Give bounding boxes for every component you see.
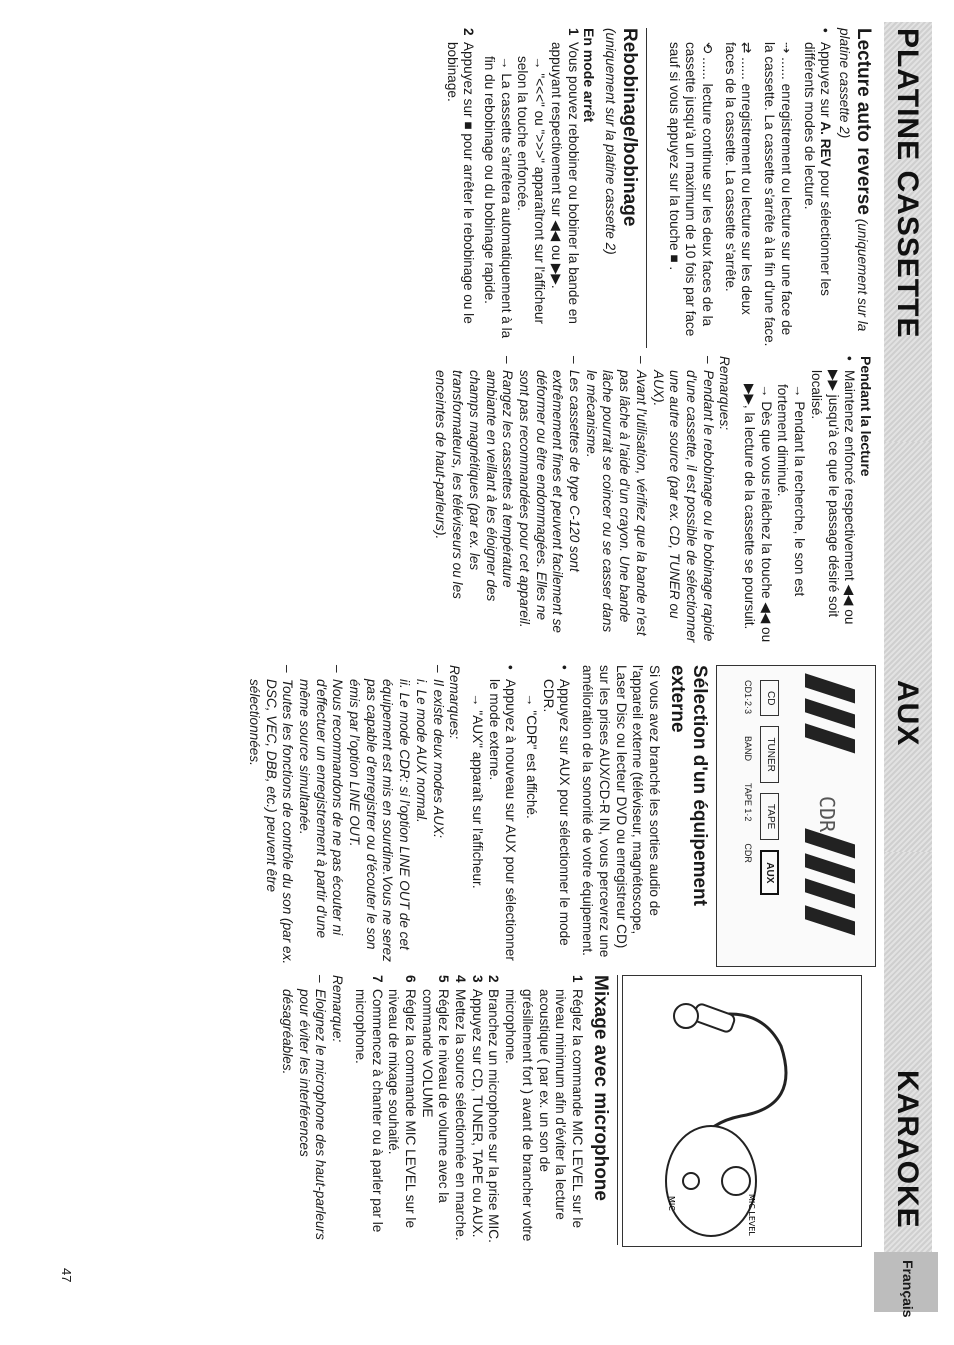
mode-two-sides-icon: ⇄: [739, 42, 755, 54]
playback-bullet: Maintenez enfoncé respectivement ◀◀ ou ▶▶ jusqu'à ce que le passage désiré soit localisé.: [808, 370, 858, 625]
sub-label-tape12: TAPE 1·2: [743, 783, 753, 822]
sub-label-cdr: CDR: [743, 843, 753, 863]
mode-continuous-icon: ⟲: [700, 42, 716, 54]
section-band-aux: [884, 442, 932, 852]
karaoke-step-1: Réglez la commande MIC LEVEL sur le niveau minimum afin d'éviter la lecture acoustique ( par ex. un son de grésillement fort ) avant de brancher votre microphone.: [503, 989, 585, 1242]
panel-label-mic-level: MIC LEVEL: [747, 1194, 756, 1236]
sub-label-band: BAND: [743, 736, 753, 762]
aux-remark-1-i: i. Le mode AUX normal.: [413, 679, 429, 823]
language-tab-label: Français: [900, 1260, 916, 1318]
source-label-tuner: TUNER: [760, 726, 779, 782]
page-number: 47: [59, 1268, 74, 1283]
aux-column: Sélection d'un équipement externe Si vous avez branché les sorties audio de l'appareil externe (téléviseur, magnétoscope, Laser Disc ou lecteur DVD ou enregistreur CD) sur les prises AUX/CD-R IN, vous percevrez une amélioration de la sonorité de votre équipement. •Appuyez sur AUX pour sélectionner le mode CDR. → "CDR" est affiché. •Appuyez à nouveau sur AUX pour sélectionner le mode externe. → "AUX" apparaît sur l'afficheur. Remarques: –Il existe deux modes AUX: i. Le mode AUX normal. ii. Le mode CDR: si l'option LINE OUT de cet équipement est mis en sourdine.Vous ne serez pas capable d'enregistrer ou d'écouter le son émis par l'option LINE OUT. –Nous recommandons de ne pas écouter ni d'effectuer un enregistrement à partir d'une même source simultanée. –Toutes les fonctions de contrôle du son (par ex. DSC, VEC, DBB, etc.) peuvent être sélectionnées.: [246, 665, 710, 965]
source-label-aux: AUX: [760, 850, 779, 895]
reverse-title-note: (uniquement sur la platine cassette 2): [837, 28, 870, 332]
section-title-aux: AUX: [891, 680, 924, 747]
cassette-remark-4: Rangez les cassettes à température ambiante en veillant à les éloigner des champs magnétiques (par ex. les transformateurs, les téléviseurs ou les enceintes de haut-parleurs).: [433, 370, 516, 602]
aux-remark-1: Il existe deux modes AUX:: [430, 679, 446, 838]
reverse-bullet-text-2: pour sélectionner les différents modes de lecture.: [801, 42, 834, 296]
karaoke-remark: Eloignez le microphone des haut-parleurs pour éviter les interférences désagréables.: [280, 989, 329, 1240]
display-center-text: CDR: [815, 796, 839, 833]
rewind-note: (uniquement sur la platine cassette 2): [602, 28, 618, 255]
karaoke-column: Mixage avec microphone 1Réglez la commande MIC LEVEL sur le niveau minimum afin d'éviter la lecture acoustique ( par ex. un son de grésillement fort ) avant de brancher votre microphone. 2Branchez un microphone sur la prise MIC. 3Appuyez sur CD, TUNER, TAPE ou AUX. 4Mettez la source sélectionnée en marche. 5Réglez le niveau de volume avec la commande VOLUME 6Réglez la commande MIC LEVEL sur le niveau de mixage souhaité. 7Commencez à chanter ou à parler par le microphone. Remarque: –Eloignez le microphone des haut-parleurs pour éviter les interférences désagréables.: [278, 975, 618, 1245]
language-tab: [874, 1252, 938, 1318]
source-label-cd: CD: [760, 680, 779, 716]
panel-label-mic: MIC: [667, 1196, 676, 1211]
aux-bullet-2: Appuyez à nouveau sur AUX pour sélectionner le mode externe.: [486, 679, 519, 961]
section-title-cassette: PLATINE CASSETTE: [891, 28, 924, 339]
aux-bullet-1: Appuyez sur AUX pour sélectionner le mode CDR.: [540, 679, 573, 946]
microphone-illustration: [622, 975, 862, 1247]
mode-continuous-text: lecture continue sur les deux faces de la cassette jusqu'à un maximum de 10 fois par face sauf si vous appuyez sur la touche ■ .: [666, 42, 716, 337]
aux-display-illustration: [716, 665, 876, 967]
stop-mode-heading: En mode arrêt: [581, 28, 598, 123]
aux-remark-2: Nous recommandons de ne pas écouter ni d'effectuer un enregistrement à partir d'une même source simultanée.: [296, 679, 346, 939]
aux-remark-1-ii: ii. Le mode CDR: si l'option LINE OUT de cet équipement est mis en sourdine.Vous ne serez pas capable d'enregistrer ou d'écouter le son émis par l'option LINE OUT.: [347, 679, 413, 962]
karaoke-title: Mixage avec microphone: [590, 975, 611, 1201]
source-label-tape: TAPE: [760, 793, 779, 840]
reverse-title: Lecture auto reverse: [853, 28, 874, 215]
rewind-step-1-arrow-2: → La cassette s'arrêtera automatiquement à la fin du rebobinage ou du bobinage rapide.: [482, 56, 514, 339]
karaoke-step-4: Mettez la source sélectionnée en marche.: [453, 989, 469, 1241]
karaoke-step-5: Réglez le niveau de volume avec la commande VOLUME: [419, 989, 452, 1203]
cassette-remark-1: Pendant le rebobinage ou le bobinage rapide d'une cassette, il est possible de sélectionner une autre source (par ex. CD, TUNER ou AUX).: [650, 370, 716, 643]
aux-bullet-2-arrow: → "AUX" apparaît sur l'afficheur.: [469, 693, 485, 889]
playback-arrow-2: → Dès que vous relâchez la touche ◀◀ ou ▶▶, la lecture de la cassette se poursuit.: [742, 384, 774, 643]
playback-arrow-1: → Pendant la recherche, le son est fortement diminué.: [775, 384, 808, 597]
aux-title: Sélection d'un équipement externe: [667, 665, 710, 906]
mode-two-sides-text: enregistrement ou lecture sur les deux faces de la cassette. La cassette s'arrête.: [722, 42, 755, 315]
cassette-column-1: Lecture auto reverse (uniquement sur la platine cassette 2) •Appuyez sur A. REV pour sélectionner les différents modes de lecture. ⇢ ...... enregistrement ou lecture sur une face de la cassette. La cassette s'arrête à la fin d'une face. ⇄ ...... enregistrement ou lecture sur les deux faces de la cassette. La cassette s'arrête. ⟲ ...... lecture continue sur les deux faces de la cassette jusqu'à un maximum de 10 fois par face sauf si vous appuyez sur la touche ■ . Rebobinage/bobinage (uniquement sur la platine cassette 2) En mode arrêt 1Vous pouvez rebobiner ou bobiner la bande en appuyant respectivement sur ◀◀ ou ▶▶. → "<<<" ou ">>>" apparaîtront sur l'afficheur selon la touche enfoncée. → La cassette s'arrêtera automatiquement à la fin du rebobinage ou du bobinage rapide. 2Appuyez sur ■ pour arrêter le rebobinage ou le bobinage.: [444, 28, 874, 347]
microphone-icon: [623, 976, 861, 1246]
a-rev-key: A. REV: [818, 121, 834, 167]
cassette-remark-2: Avant l'utilisation, vérifiez que la bande n'est pas lâche à l'aide d'un crayon. Une bande lâche pourrait se coincer ou se casser dans le mécanisme.: [583, 370, 649, 636]
rewind-step-1: Vous pouvez rebobiner ou bobiner la bande en appuyant respectivement sur ◀◀ ou ▶▶.: [548, 42, 581, 324]
mode-one-side-icon: ⇢: [778, 42, 794, 54]
aux-remarks-label: Remarques:: [447, 665, 463, 740]
karaoke-step-2: Branchez un microphone sur la prise MIC.: [486, 989, 502, 1243]
rewind-title: Rebobinage/bobinage: [618, 28, 640, 227]
rewind-step-1-arrow-1: → "<<<" ou ">>>" apparaîtront sur l'afficheur selon la touche enfoncée.: [515, 56, 548, 325]
mode-one-side-text: enregistrement ou lecture sur une face de la cassette. La cassette s'arrête à la fin d'une face.: [762, 42, 794, 347]
karaoke-remark-label: Remarque:: [330, 975, 346, 1043]
sub-label-cd123: CD1·2·3: [743, 680, 753, 715]
reverse-bullet-text: Appuyez sur: [818, 42, 834, 118]
aux-bullet-1-arrow: → "CDR" est affiché.: [524, 693, 540, 819]
display-segments-icon: [785, 666, 875, 966]
karaoke-step-6: Réglez la commande MIC LEVEL sur le niveau de mixage souhaité.: [386, 989, 418, 1228]
cassette-remarks-label: Remarques:: [717, 356, 733, 431]
cassette-remark-3: Les cassettes de type C-120 sont extrêmement fines et peuvent facilement se déformer ou être endommagées. Elles ne sont pas recommandées pour cet appareil.: [516, 370, 583, 633]
karaoke-step-7: Commencez à chanter ou à parler par le microphone.: [352, 989, 385, 1233]
aux-intro: Si vous avez branché les sorties audio de l'appareil externe (téléviseur, magnétoscope, Laser Disc ou lecteur DVD ou enregistreur CD) sur les prises AUX/CD-R IN, vous percevrez une amélioration de la sonorité de votre équipement.: [580, 665, 662, 958]
section-title-karaoke: KARAOKE: [891, 1070, 924, 1229]
karaoke-step-3: Appuyez sur CD, TUNER, TAPE ou AUX.: [469, 989, 485, 1238]
rewind-step-2: Appuyez sur ■ pour arrêter le rebobinage ou le bobinage.: [444, 42, 477, 324]
aux-remark-3: Toutes les fonctions de contrôle du son (par ex. DSC, VEC, DBB, etc.) peuvent être sélectionnées.: [246, 679, 296, 965]
cassette-column-2: Pendant la lecture •Maintenez enfoncé respectivement ◀◀ ou ▶▶ jusqu'à ce que le passage désiré soit localisé. → Pendant la recherche, le son est fortement diminué. → Dès que vous relâchez la touche ◀◀ ou ▶▶, la lecture de la cassette se poursuit. Remarques: –Pendant le rebobinage ou le bobinage rapide d'une cassette, il est possible de sélectionner une autre source (par ex. CD, TUNER ou AUX). –Avant l'utilisation, vérifiez que la bande n'est pas lâche à l'aide d'un crayon. Une bande lâche pourrait se coincer ou se casser dans le mécanisme. –Les cassettes de type C-120 sont extrêmement fines et peuvent facilement se déformer ou être endommagées. Elles ne sont pas recommandées pour cet appareil. –Rangez les cassettes à température ambiante en veillant à les éloigner des champs magnétiques (par ex. les transformateurs, les téléviseurs ou les enceintes de haut-parleurs).: [432, 356, 874, 646]
playback-heading: Pendant la lecture: [858, 356, 874, 477]
